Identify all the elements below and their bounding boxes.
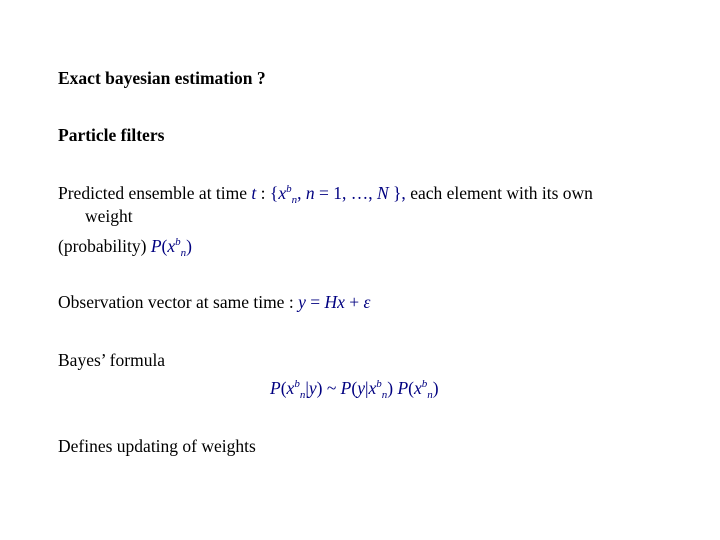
time-variable: t	[251, 183, 257, 203]
observation-lead: Observation vector at same time :	[58, 292, 299, 312]
proportional-sign: ~	[322, 378, 341, 398]
x-variable: x	[414, 378, 422, 398]
x-variable: x	[278, 183, 287, 203]
probability-lead: (probability)	[58, 236, 151, 256]
N-variable: N	[376, 183, 389, 203]
open-paren: (	[161, 236, 168, 256]
probability-line	[58, 236, 192, 259]
H-variable: H	[324, 292, 338, 312]
close-paren: )	[387, 378, 398, 398]
heading-exact-bayesian: Exact bayesian estimation ?	[58, 68, 266, 88]
close-paren: )	[186, 236, 192, 256]
open-paren: (	[408, 378, 414, 398]
P-variable: P	[397, 378, 409, 398]
x-variable: x	[337, 292, 345, 312]
weight-line: weight	[85, 206, 133, 226]
x-variable: x	[286, 378, 295, 398]
subscript-n: n	[180, 247, 187, 259]
x-variable: x	[167, 236, 176, 256]
predicted-tail: each element with its own	[405, 183, 593, 203]
subscript-n: n	[381, 389, 388, 401]
plus-sign: +	[344, 292, 364, 312]
bayes-formula-equation	[270, 378, 439, 401]
conditional-bar: |	[364, 378, 369, 398]
y-variable: y	[308, 378, 317, 398]
x-variable: x	[368, 378, 377, 398]
P-variable: P	[270, 378, 281, 398]
set-range: = 1, …,	[314, 183, 377, 203]
observation-line	[58, 294, 370, 312]
set-close: },	[388, 183, 406, 203]
epsilon-symbol: ε	[363, 292, 371, 312]
open-paren: (	[351, 378, 358, 398]
index-n: n	[305, 183, 315, 203]
predicted-lead: Predicted ensemble at time	[58, 183, 252, 203]
predicted-ensemble-line	[58, 183, 593, 206]
P-variable: P	[150, 236, 162, 256]
conditional-bar: |	[305, 378, 309, 398]
y-variable: y	[357, 378, 365, 398]
set-separator: ,	[297, 183, 306, 203]
close-paren: )	[316, 378, 323, 398]
P-variable: P	[340, 378, 352, 398]
y-variable: y	[298, 292, 306, 312]
heading-particle-filters: Particle filters	[58, 125, 165, 145]
superscript-b: b	[421, 378, 428, 390]
subscript-n: n	[299, 389, 306, 401]
superscript-b: b	[376, 378, 382, 390]
colon: :	[256, 183, 270, 203]
bayes-formula-label: Bayes’ formula	[58, 350, 166, 370]
superscript-b: b	[294, 378, 300, 390]
set-open: {	[269, 183, 279, 203]
equals-sign: =	[305, 292, 325, 312]
superscript-b: b	[286, 183, 292, 195]
subscript-n: n	[291, 194, 298, 206]
open-paren: (	[280, 378, 287, 398]
defines-updating-line: Defines updating of weights	[58, 436, 256, 456]
subscript-n: n	[427, 389, 433, 401]
close-paren: )	[432, 378, 439, 398]
superscript-b: b	[175, 236, 181, 248]
